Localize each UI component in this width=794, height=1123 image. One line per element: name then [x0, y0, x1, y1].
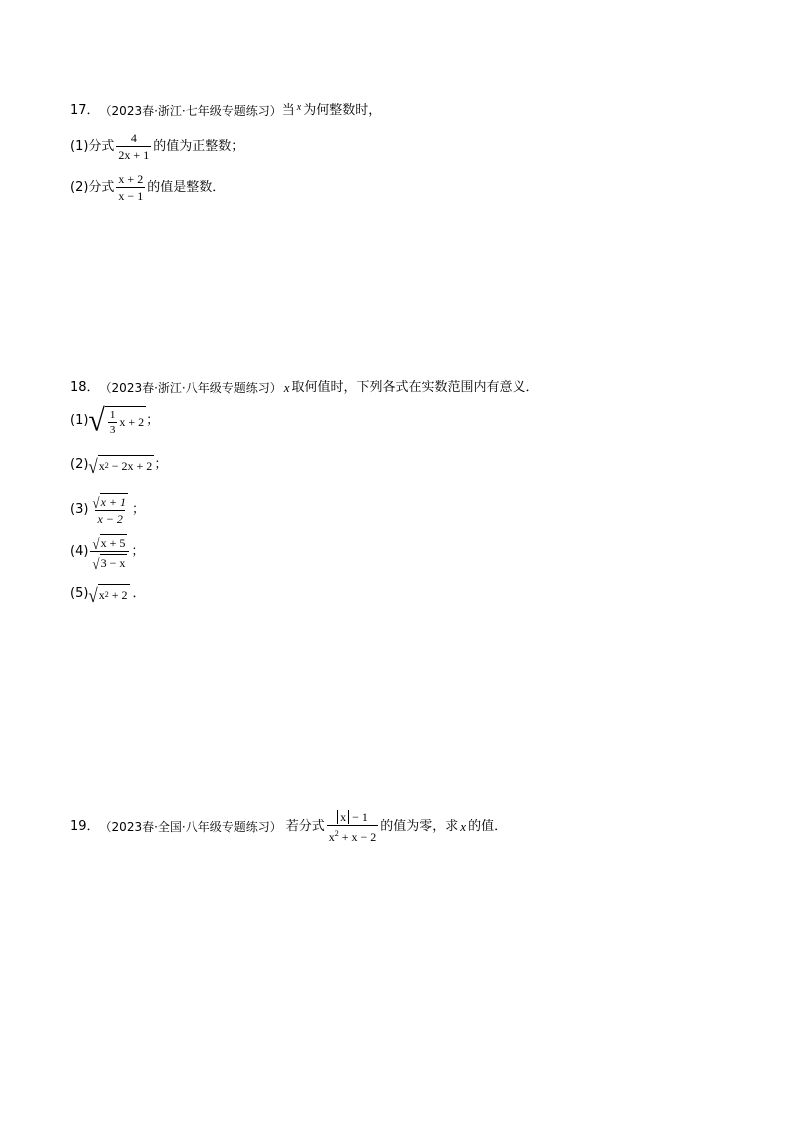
exponent: 2	[334, 829, 339, 838]
fraction	[108, 409, 118, 436]
q17-p1-label: (1)分式	[70, 138, 115, 154]
q19-source: （2023春·全国·八年级专题练习）	[99, 820, 282, 834]
q17-part2	[70, 172, 225, 203]
q17-p2-label: (2)分式	[70, 179, 115, 195]
q17-p2-fraction	[116, 172, 145, 203]
q17-p2-numerator: x + 2	[118, 172, 144, 186]
q17-p1-numerator: 4	[130, 131, 137, 145]
q18-item-label: (1)	[70, 413, 89, 428]
denominator-rest: + x − 2	[338, 830, 377, 844]
radicand-rest: − 2x + 2	[108, 459, 153, 473]
q18-item-1	[70, 403, 160, 438]
q18-item-label: (3)	[70, 501, 89, 517]
q17-var: x	[296, 102, 302, 113]
q18-item-4	[70, 534, 144, 570]
q19-stem	[70, 810, 507, 844]
fraction	[90, 493, 130, 526]
radical: √ x + 5	[92, 535, 126, 553]
q19-var: x	[460, 819, 467, 834]
numerator	[90, 534, 129, 551]
q17-stem-before: 当	[281, 103, 295, 118]
q18-var: x	[283, 380, 290, 395]
base: x	[98, 588, 105, 602]
q18-number: 18．	[70, 380, 100, 395]
radical: √ x 2 + 2	[88, 584, 128, 607]
q17-part1	[70, 131, 244, 162]
q19-numerator	[335, 810, 370, 825]
punctuation: ；	[131, 543, 145, 559]
denominator: 3	[109, 423, 116, 436]
punctuation: ；	[146, 413, 160, 428]
numerator-rest: − 1	[349, 810, 368, 824]
q17-stem	[70, 102, 381, 120]
abs-value: x	[337, 810, 349, 824]
denominator: x − 2	[97, 512, 123, 527]
q18-item-2	[70, 455, 168, 478]
q19-fraction	[327, 810, 379, 844]
radical: √ x + 1	[92, 494, 126, 512]
base: x	[98, 459, 105, 473]
q18-source: （2023春·浙江·八年级专题练习）	[99, 381, 282, 395]
q18-stem	[70, 379, 539, 397]
numerator: 1	[109, 408, 116, 421]
fraction	[90, 534, 129, 570]
q18-stem-after: 取何值时，下列各式在实数范围内有意义．	[291, 380, 539, 395]
q17-p1-after: 的值为正整数；	[153, 138, 245, 154]
radical: √ $\frac{1}{3}$ x + 2	[88, 403, 145, 438]
q19-stem-after: 的值．	[468, 819, 508, 834]
radical: √ 3 − x	[92, 554, 126, 572]
numerator	[90, 493, 130, 510]
q17-stem-after: 为何整数时，	[303, 103, 382, 118]
denominator	[90, 551, 129, 572]
q19-stem-before: 若分式	[285, 819, 325, 834]
exponent: 2	[104, 590, 109, 599]
q18-item-5	[70, 584, 146, 607]
radicand-rest: x + 2	[119, 415, 145, 429]
punctuation: ；	[132, 501, 146, 517]
exponent: 2	[104, 461, 109, 470]
q17-p1-denominator: 2x + 1	[118, 148, 150, 162]
base: x	[328, 830, 335, 844]
q18-item-3	[70, 493, 145, 526]
radical: √ x 2 − 2x + 2	[88, 455, 153, 478]
q19-number: 19．	[70, 819, 100, 834]
radicand-rest: + 2	[108, 588, 128, 602]
punctuation: ．	[132, 586, 146, 601]
q17-p1-fraction	[116, 131, 151, 162]
q17-p2-after: 的值是整数．	[147, 179, 226, 195]
q19-denominator	[327, 825, 379, 844]
punctuation: ；	[154, 457, 168, 472]
q17-p2-denominator: x − 1	[118, 189, 144, 203]
q17-source: （2023春·浙江·七年级专题练习）	[99, 104, 282, 118]
q18-item-label: (4)	[70, 543, 89, 559]
q18-item-label: (5)	[70, 586, 89, 601]
q17-number: 17．	[70, 103, 100, 118]
q18-item-label: (2)	[70, 457, 89, 472]
q19-stem-mid: 的值为零，求	[380, 819, 459, 834]
